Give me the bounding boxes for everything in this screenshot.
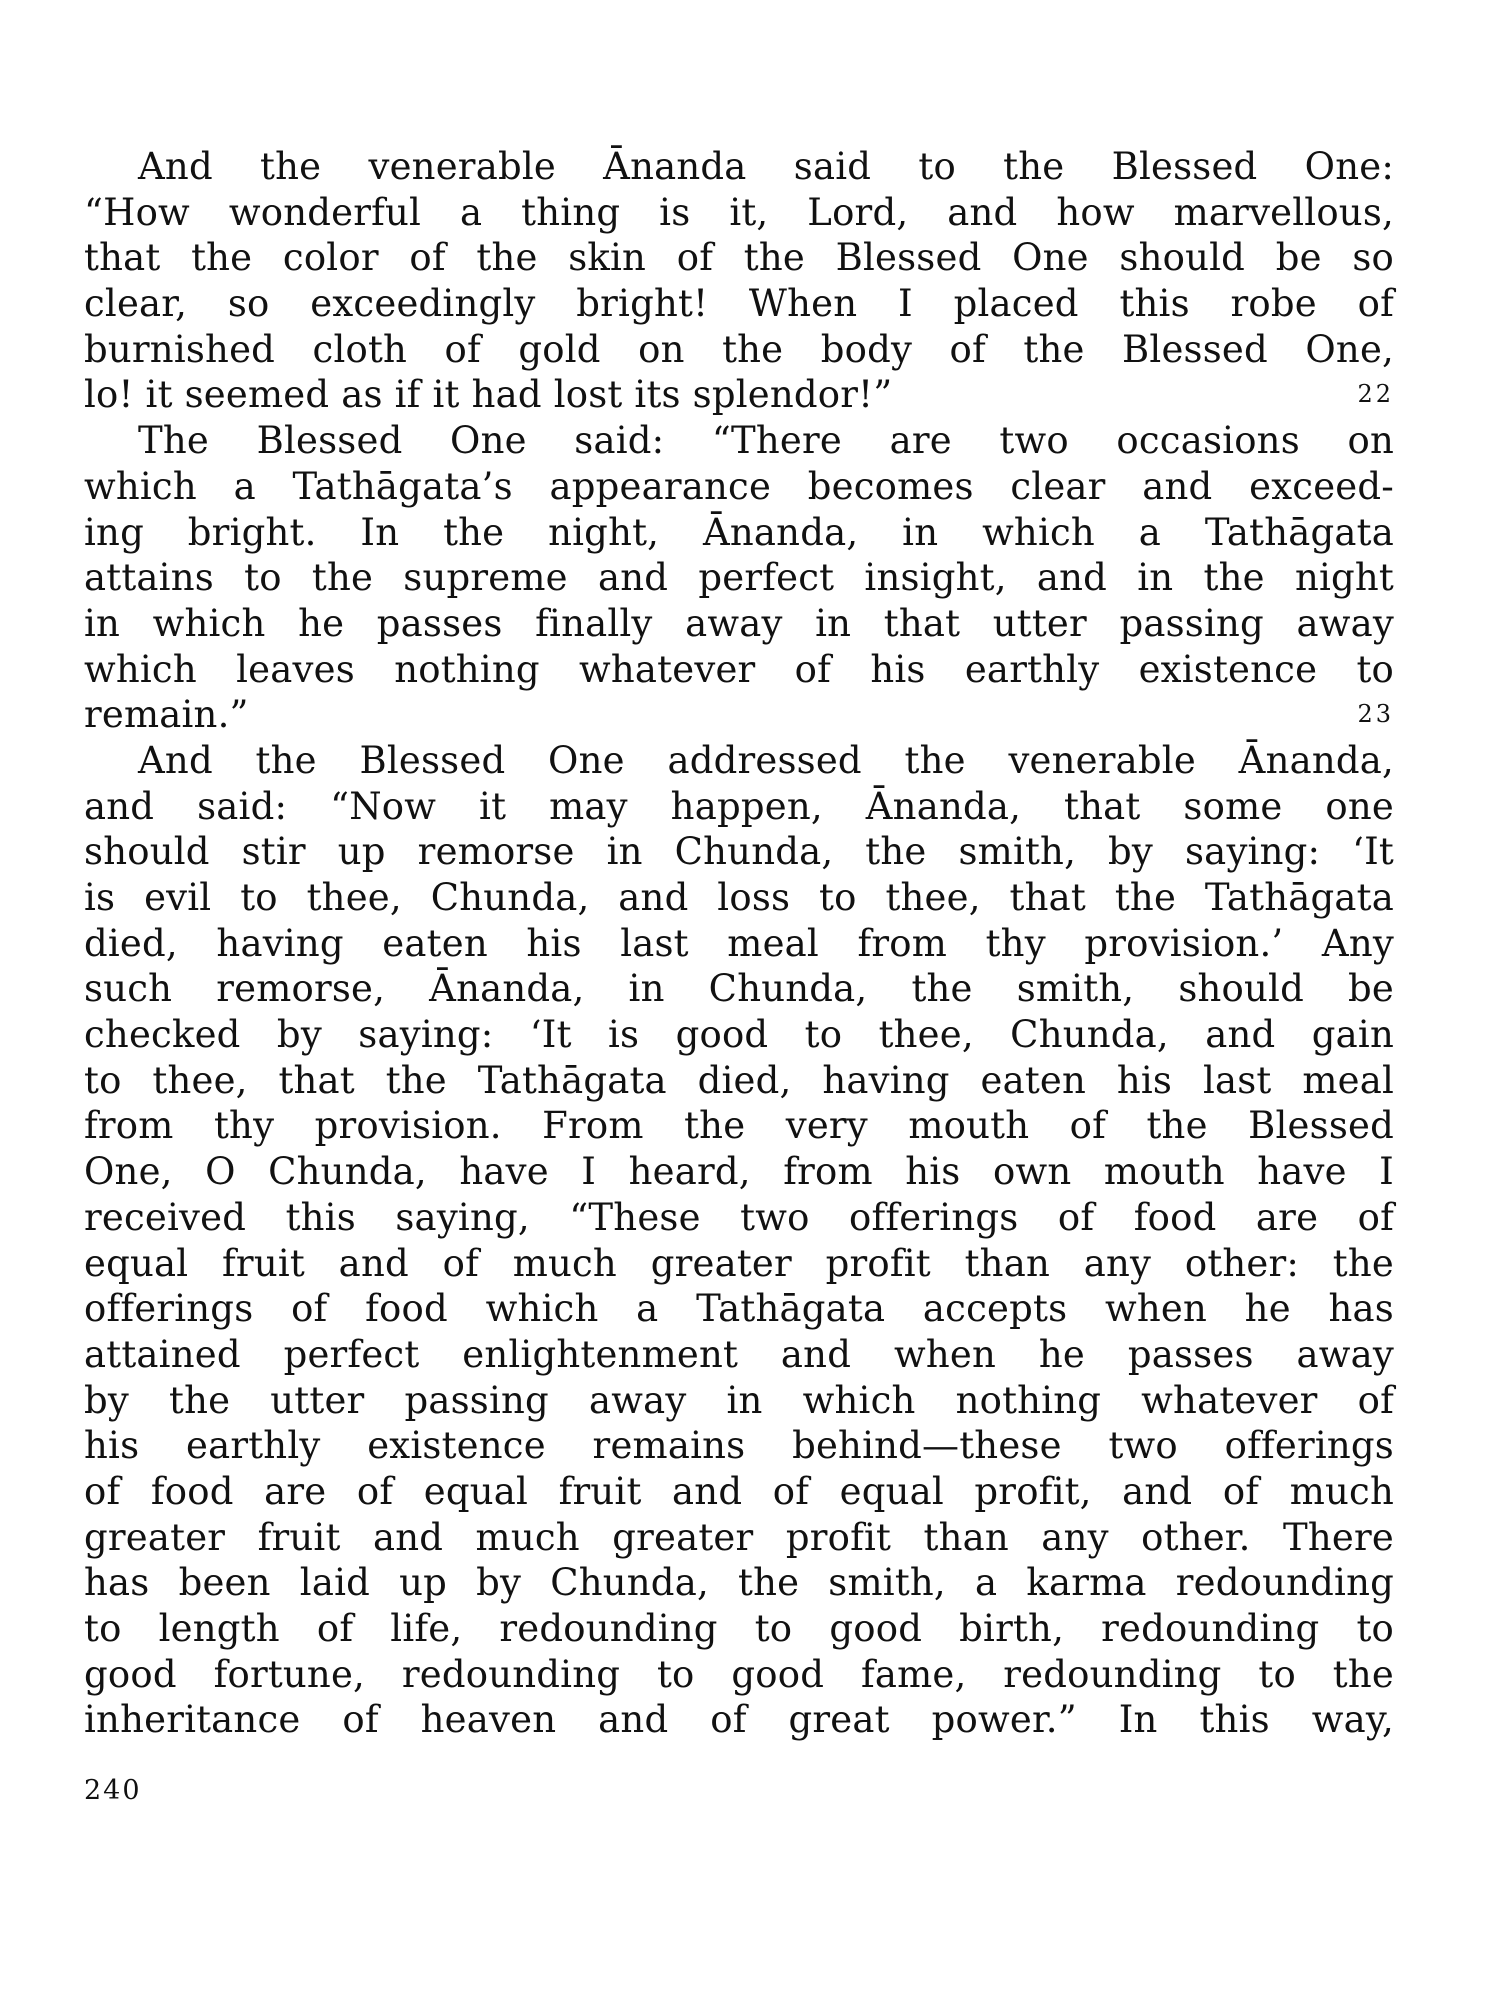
text-line: equal fruit and of much greater profit than any other: the — [84, 1241, 1394, 1285]
text-line: clear, so exceedingly bright! When I placed this robe of — [84, 282, 1394, 326]
text-line: inheritance of heaven and of great power.” In this way, — [84, 1698, 1394, 1742]
text-line: has been laid up by Chunda, the smith, a karma redounding — [84, 1561, 1394, 1605]
text-line: which a Tathāgata’s appearance becomes clear and exceed- — [84, 464, 1394, 508]
body-text — [84, 144, 1394, 1743]
text-line: to thee, that the Tathāgata died, having eaten his last meal — [84, 1058, 1394, 1102]
text-line: attained perfect enlightenment and when he passes away — [84, 1332, 1394, 1376]
text-line: of food are of equal fruit and of equal profit, and of much — [84, 1469, 1394, 1513]
text-line: which leaves nothing whatever of his earthly existence to — [84, 647, 1394, 691]
text-line: One, O Chunda, have I heard, from his own mouth have I — [84, 1150, 1394, 1194]
text-line: ing bright. In the night, Ānanda, in which a Tathāgata — [84, 510, 1394, 554]
text-line: lo! it seemed as if it had lost its splendor!” 22 — [84, 373, 1394, 417]
text-line: received this saying, “These two offerings of food are of — [84, 1195, 1394, 1239]
text-line: attains to the supreme and perfect insight, and in the night — [84, 556, 1394, 600]
text-line: such remorse, Ānanda, in Chunda, the smith, should be — [84, 967, 1394, 1011]
text-line: good fortune, redounding to good fame, redounding to the — [84, 1652, 1394, 1696]
text-line: and said: “Now it may happen, Ānanda, that some one — [84, 784, 1394, 828]
text-line: And the Blessed One addressed the venerable Ānanda, — [138, 738, 1394, 782]
page-number: 240 — [84, 1775, 142, 1806]
text-line: should stir up remorse in Chunda, the smith, by saying: ‘It — [84, 830, 1394, 874]
text-line: by the utter passing away in which nothing whatever of — [84, 1378, 1394, 1422]
verse-number-23: 23 — [1357, 700, 1394, 729]
text-line: And the venerable Ānanda said to the Blessed One: — [138, 145, 1394, 188]
text-line: burnished cloth of gold on the body of the Blessed One, — [84, 327, 1394, 371]
text-line: offerings of food which a Tathāgata accepts when he has — [84, 1287, 1394, 1331]
text-line: greater fruit and much greater profit than any other. There — [84, 1515, 1394, 1559]
text-line: checked by saying: ‘It is good to thee, Chunda, and gain — [84, 1013, 1394, 1057]
text-line: The Blessed One said: “There are two occasions on — [138, 419, 1394, 463]
text-line: “How wonderful a thing is it, Lord, and how marvellous, — [84, 190, 1394, 234]
text-line: his earthly existence remains behind—these two offerings — [84, 1424, 1394, 1468]
text-line: to length of life, redounding to good birth, redounding to — [84, 1607, 1394, 1650]
text-line: remain.” 23 — [84, 693, 1394, 737]
text-line: that the color of the skin of the Blessed One should be so — [84, 236, 1394, 280]
text-line: in which he passes finally away in that utter passing away — [84, 601, 1394, 645]
text-line: from thy provision. From the very mouth of the Blessed — [84, 1104, 1394, 1148]
verse-number-22: 22 — [1357, 380, 1394, 409]
text-line: died, having eaten his last meal from thy provision.’ Any — [84, 921, 1394, 965]
text-line: is evil to thee, Chunda, and loss to thee, that the Tathāgata — [84, 876, 1394, 919]
